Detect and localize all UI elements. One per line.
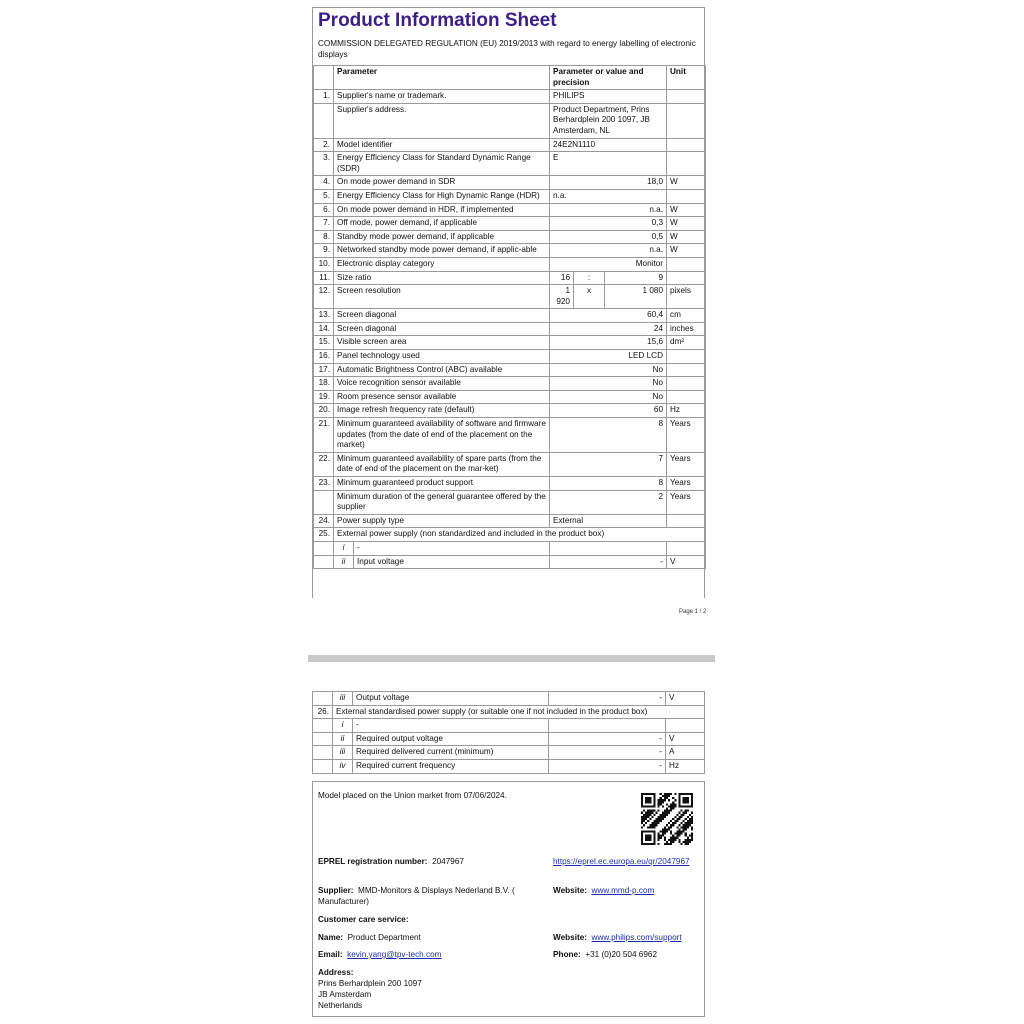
- table-subrow: [313, 719, 705, 733]
- address-line: JB Amsterdam: [318, 990, 372, 999]
- parameter-table: [313, 65, 706, 569]
- eprel-number: 2047967: [432, 857, 464, 866]
- row-value: No: [550, 363, 667, 377]
- subrow-unit: V: [666, 732, 705, 746]
- row-value: External: [550, 514, 667, 528]
- table-row: [314, 322, 706, 336]
- row-number: 19.: [314, 390, 334, 404]
- table-row: [314, 452, 706, 476]
- table-row: [313, 705, 705, 719]
- phone-row: [553, 949, 657, 960]
- subrow-unit: V: [666, 692, 705, 706]
- page-1: [312, 7, 705, 598]
- header-parameter: Parameter: [334, 66, 550, 90]
- subrow-value: -: [549, 732, 666, 746]
- row-unit: W: [667, 203, 706, 217]
- subrow-index: iii: [333, 746, 353, 760]
- table-row: [314, 103, 706, 138]
- market-date-text: Model placed on the Union market from 07/06/2024.: [318, 791, 507, 800]
- table-row: [314, 514, 706, 528]
- row-parameter: Visible screen area: [334, 336, 550, 350]
- row-value-separator: :: [574, 271, 605, 285]
- row-value: No: [550, 390, 667, 404]
- subrow-value: -: [549, 746, 666, 760]
- table-row: [314, 176, 706, 190]
- row-number: 25.: [314, 528, 334, 542]
- row-parameter: Energy Efficiency Class for Standard Dynamic Range (SDR): [334, 152, 550, 176]
- row-unit: W: [667, 244, 706, 258]
- row-parameter: Size ratio: [334, 271, 550, 285]
- name-row: [318, 932, 421, 943]
- address-block: [318, 967, 422, 1011]
- row-value: Product Department, Prins Berhardplein 200 1097, JB Amsterdam, NL: [550, 103, 667, 138]
- email-link[interactable]: kevin.yang@tpv-tech.com: [347, 950, 442, 959]
- row-value: n.a.: [550, 189, 667, 203]
- row-parameter: Minimum guaranteed availability of spare parts (from the date of end of the placement on the mar-ket): [334, 452, 550, 476]
- supplier-row: [318, 885, 540, 907]
- row-value: 60: [550, 404, 667, 418]
- row-parameter: Supplier's address.: [334, 103, 550, 138]
- table-row: [314, 138, 706, 152]
- subrow-unit: Hz: [666, 759, 705, 773]
- row-parameter: Electronic display category: [334, 257, 550, 271]
- row-value: PHILIPS: [550, 90, 667, 104]
- row-value: E: [550, 152, 667, 176]
- row-unit: Years: [667, 452, 706, 476]
- website-label: Website:: [553, 886, 587, 895]
- subrow-index: ii: [334, 555, 354, 569]
- row-value: 15,6: [550, 336, 667, 350]
- subrow-index: i: [333, 719, 353, 733]
- row-value: Monitor: [550, 257, 667, 271]
- subrow-parameter: -: [353, 719, 549, 733]
- table-row: [314, 377, 706, 391]
- table-row: [314, 490, 706, 514]
- row-value: LED LCD: [550, 350, 667, 364]
- row-unit: [667, 189, 706, 203]
- table-row: [314, 244, 706, 258]
- row-unit: Hz: [667, 404, 706, 418]
- eprel-link[interactable]: https://eprel.ec.europa.eu/qr/2047967: [553, 857, 690, 866]
- website-row-1: [553, 885, 654, 896]
- row-unit: inches: [667, 322, 706, 336]
- info-box: [312, 781, 705, 1017]
- row-number: 6.: [314, 203, 334, 217]
- row-number: 20.: [314, 404, 334, 418]
- row-number: 10.: [314, 257, 334, 271]
- row-unit: cm: [667, 309, 706, 323]
- row-parameter: Off mode, power demand, if applicable: [334, 217, 550, 231]
- row-number: 21.: [314, 418, 334, 453]
- subrow-index: iii: [333, 692, 353, 706]
- row-parameter: Voice recognition sensor available: [334, 377, 550, 391]
- row-parameter: Energy Efficiency Class for High Dynamic Range (HDR): [334, 189, 550, 203]
- website-link-mmd[interactable]: www.mmd-p.com: [591, 886, 655, 895]
- subrow-unit: [667, 541, 706, 555]
- subrow-parameter: Required output voltage: [353, 732, 549, 746]
- website-row-2: [553, 932, 682, 943]
- table-row: [314, 271, 706, 285]
- row-value: 60,4: [550, 309, 667, 323]
- table-row: [314, 90, 706, 104]
- qr-code-icon: [641, 793, 693, 845]
- row-value: 24: [550, 322, 667, 336]
- row-unit: [667, 390, 706, 404]
- row-parameter: Panel technology used: [334, 350, 550, 364]
- table-subrow: [313, 692, 705, 706]
- table-row: [314, 390, 706, 404]
- address-line: Netherlands: [318, 1001, 363, 1010]
- subrow-unit: [666, 719, 705, 733]
- row-value: 18,0: [550, 176, 667, 190]
- table-row: [314, 528, 706, 542]
- table-row: [314, 363, 706, 377]
- row-parameter: On mode power demand in SDR: [334, 176, 550, 190]
- address-line: Prins Berhardplein 200 1097: [318, 979, 422, 988]
- row-number: 13.: [314, 309, 334, 323]
- row-value: 8: [550, 418, 667, 453]
- row-number: 4.: [314, 176, 334, 190]
- table-row: [314, 189, 706, 203]
- address-label: Address:: [318, 968, 354, 977]
- subrow-parameter: Required current frequency: [353, 759, 549, 773]
- row-parameter: Minimum duration of the general guarantee offered by the supplier: [334, 490, 550, 514]
- row-value: No: [550, 377, 667, 391]
- eprel-label: EPREL registration number:: [318, 857, 428, 866]
- row-value: n.a.: [550, 203, 667, 217]
- row-unit: Years: [667, 477, 706, 491]
- table-row: [314, 285, 706, 309]
- table-row: [314, 404, 706, 418]
- page-2-table: [312, 691, 705, 773]
- row-parameter: Image refresh frequency rate (default): [334, 404, 550, 418]
- row-value-b: 9: [605, 271, 667, 285]
- row-unit: W: [667, 230, 706, 244]
- row-number: 17.: [314, 363, 334, 377]
- table-row: [314, 350, 706, 364]
- table-row: [314, 152, 706, 176]
- subrow-value: [550, 541, 667, 555]
- row-number: [314, 490, 334, 514]
- table-subrow: [313, 759, 705, 773]
- regulation-subtitle: COMMISSION DELEGATED REGULATION (EU) 2019/2013 with regard to energy labelling of electronic displays: [318, 39, 696, 59]
- row-parameter: Screen diagonal: [334, 322, 550, 336]
- header-value: Parameter or value and precision: [550, 66, 667, 90]
- row-unit: [667, 514, 706, 528]
- customer-care-label: Customer care service:: [318, 915, 409, 924]
- subrow-index: i: [334, 541, 354, 555]
- row-parameter: Screen resolution: [334, 285, 550, 309]
- row-parameter: Minimum guaranteed product support: [334, 477, 550, 491]
- table-row: [314, 230, 706, 244]
- row-unit: [667, 103, 706, 138]
- row-value: n.a.: [550, 244, 667, 258]
- row-unit: [667, 152, 706, 176]
- table-row: [314, 257, 706, 271]
- table-row: [314, 418, 706, 453]
- row-number: 7.: [314, 217, 334, 231]
- row-unit: [667, 90, 706, 104]
- row-number: 24.: [314, 514, 334, 528]
- row-value: 24E2N1110: [550, 138, 667, 152]
- email-row: [318, 949, 441, 960]
- row-number: 8.: [314, 230, 334, 244]
- subrow-parameter: Required delivered current (minimum): [353, 746, 549, 760]
- row-value: 0,3: [550, 217, 667, 231]
- page-divider: [308, 655, 715, 662]
- row-parameter: Room presence sensor available: [334, 390, 550, 404]
- table-subrow: [313, 746, 705, 760]
- row-unit: [667, 363, 706, 377]
- row-number: 23.: [314, 477, 334, 491]
- table-row: [314, 336, 706, 350]
- row-unit: [667, 138, 706, 152]
- row-parameter: Screen diagonal: [334, 309, 550, 323]
- row-unit: [667, 377, 706, 391]
- name-value: Product Department: [347, 933, 421, 942]
- subrow-value: -: [549, 692, 666, 706]
- subrow-unit: V: [667, 555, 706, 569]
- row-unit: W: [667, 217, 706, 231]
- sheet-title: Product Information Sheet: [318, 10, 557, 31]
- name-label: Name:: [318, 933, 344, 942]
- table-row: [314, 203, 706, 217]
- row-value: 7: [550, 452, 667, 476]
- row-value-b: 1 080: [605, 285, 667, 309]
- row-number: 18.: [314, 377, 334, 391]
- page-number: Page 1 / 2: [679, 609, 707, 615]
- subrow-parameter: Output voltage: [353, 692, 549, 706]
- row-parameter: On mode power demand in HDR, if implemented: [334, 203, 550, 217]
- row-number: 1.: [314, 90, 334, 104]
- table-subrow: [313, 732, 705, 746]
- row-number: 26.: [313, 705, 333, 719]
- subrow-parameter: Input voltage: [354, 555, 550, 569]
- row-parameter: Minimum guaranteed availability of software and firmware updates (from the date of end of the placement on the market): [334, 418, 550, 453]
- table-row: [314, 477, 706, 491]
- row-number: 11.: [314, 271, 334, 285]
- row-number: 12.: [314, 285, 334, 309]
- row-unit: W: [667, 176, 706, 190]
- row-parameter: Supplier's name or trademark.: [334, 90, 550, 104]
- row-parameter: Automatic Brightness Control (ABC) available: [334, 363, 550, 377]
- row-value: 2: [550, 490, 667, 514]
- row-number: 3.: [314, 152, 334, 176]
- phone-label: Phone:: [553, 950, 581, 959]
- row-parameter: External power supply (non standardized and included in the product box): [334, 528, 706, 542]
- header-unit: Unit: [667, 66, 706, 90]
- subrow-value: -: [550, 555, 667, 569]
- row-unit: [667, 271, 706, 285]
- table-subrow: [314, 555, 706, 569]
- subrow-value: [549, 719, 666, 733]
- row-parameter: Networked standby mode power demand, if applic-able: [334, 244, 550, 258]
- subrow-index: ii: [333, 732, 353, 746]
- parameter-table-continued: [312, 691, 705, 774]
- subrow-unit: A: [666, 746, 705, 760]
- website-link-philips[interactable]: www.philips.com/support: [591, 933, 682, 942]
- row-unit: [667, 350, 706, 364]
- row-parameter: Standby mode power demand, if applicable: [334, 230, 550, 244]
- eprel-row: [318, 856, 464, 867]
- website-label-2: Website:: [553, 933, 587, 942]
- subrow-parameter: -: [354, 541, 550, 555]
- row-number: 15.: [314, 336, 334, 350]
- row-number: 9.: [314, 244, 334, 258]
- row-value-a: 1 920: [550, 285, 574, 309]
- supplier-value: MMD-Monitors & Displays Nederland B.V. ( Manufacturer): [318, 886, 515, 906]
- subrow-value: -: [549, 759, 666, 773]
- row-unit: dm²: [667, 336, 706, 350]
- row-number: [314, 103, 334, 138]
- row-unit: Years: [667, 490, 706, 514]
- subrow-index: iv: [333, 759, 353, 773]
- row-number: 14.: [314, 322, 334, 336]
- row-parameter: External standardised power supply (or suitable one if not included in the product box): [333, 705, 705, 719]
- table-header-row: [314, 66, 706, 90]
- row-value: 0,5: [550, 230, 667, 244]
- table-row: [314, 309, 706, 323]
- phone-value: +31 (0)20 504 6962: [585, 950, 658, 959]
- row-value: 8: [550, 477, 667, 491]
- row-number: 5.: [314, 189, 334, 203]
- row-unit: pixels: [667, 285, 706, 309]
- row-unit: [667, 257, 706, 271]
- row-number: 22.: [314, 452, 334, 476]
- row-parameter: Model identifier: [334, 138, 550, 152]
- table-subrow: [314, 541, 706, 555]
- row-unit: Years: [667, 418, 706, 453]
- row-parameter: Power supply type: [334, 514, 550, 528]
- email-label: Email:: [318, 950, 343, 959]
- row-value-separator: x: [574, 285, 605, 309]
- row-number: 2.: [314, 138, 334, 152]
- table-row: [314, 217, 706, 231]
- supplier-label: Supplier:: [318, 886, 354, 895]
- row-value-a: 16: [550, 271, 574, 285]
- row-number: 16.: [314, 350, 334, 364]
